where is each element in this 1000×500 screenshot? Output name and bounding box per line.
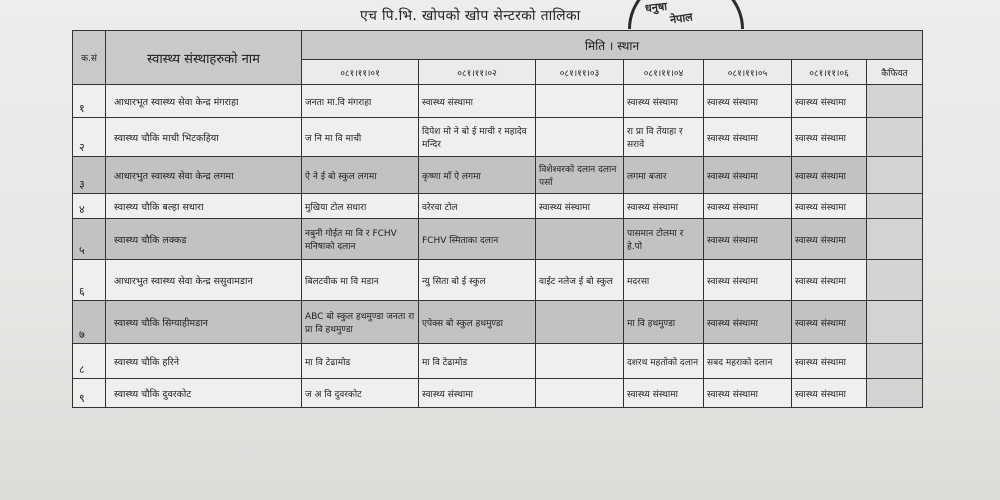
row-institution: स्वास्थ्य चौकि दुवरकोट — [106, 379, 302, 408]
row-cell: पासमान टोलमा र हे.पो — [624, 219, 704, 260]
row-cell: दिपेश मो ने बो ई माची र महादेव मन्दिर — [419, 118, 536, 157]
header-date: ०८१।११।०३ — [536, 60, 624, 85]
row-cell: नबुनी गोईत मा वि र FCHV मनिषाको दलान — [302, 219, 419, 260]
table-row — [73, 157, 923, 194]
row-cell: स्वास्थ्य संस्थामा — [792, 379, 867, 408]
row-remarks — [867, 344, 923, 379]
row-remarks — [867, 219, 923, 260]
stamp-text-line2: नेपाल — [669, 10, 694, 27]
row-cell: स्वास्थ्य संस्थामा — [624, 85, 704, 118]
row-cell — [536, 219, 624, 260]
row-cell: स्वास्थ्य संस्थामा — [792, 157, 867, 194]
header-date: ०८१।११।०२ — [419, 60, 536, 85]
row-cell: मा वि टेढामोड — [302, 344, 419, 379]
row-cell: स्वास्थ्य संस्थामा — [624, 194, 704, 219]
row-institution: स्वास्थ्य चौकि सिग्याहीमडान — [106, 301, 302, 344]
row-cell: स्वास्थ्य संस्थामा — [792, 344, 867, 379]
row-cell: स्वास्थ्य संस्थामा — [792, 301, 867, 344]
row-remarks — [867, 194, 923, 219]
row-cell: स्वास्थ्य संस्थामा — [792, 194, 867, 219]
header-serial-number: क.सं — [73, 31, 106, 85]
row-serial: २ — [73, 118, 106, 157]
row-institution: स्वास्थ्य चौकि लक्कड — [106, 219, 302, 260]
row-remarks — [867, 157, 923, 194]
row-cell: स्वास्थ्य संस्थामा — [704, 157, 792, 194]
row-institution: आधारभुत स्वास्थ्य सेवा केन्द्र ससुवामडान — [106, 260, 302, 301]
row-cell: स्वास्थ्य संस्थामा — [624, 379, 704, 408]
row-institution: स्वास्थ्य चौकि हरिने — [106, 344, 302, 379]
row-cell: स्वास्थ्य संस्थामा — [792, 118, 867, 157]
row-cell: ऐ ने ई बो स्कुल लगमा — [302, 157, 419, 194]
row-cell: वरेरवा टोल — [419, 194, 536, 219]
row-cell: मा वि टेढामोड — [419, 344, 536, 379]
header-remarks: कैफियत — [867, 60, 923, 85]
table-row — [73, 219, 923, 260]
row-cell: स्वास्थ्य संस्थामा — [704, 379, 792, 408]
document-title: एच पि.भि. खोपको खोप सेन्टरको तालिका — [360, 8, 581, 24]
row-cell: लगमा बजार — [624, 157, 704, 194]
header-date-place: मिति । स्थान — [302, 31, 923, 60]
header-date: ०८१।११।०६ — [792, 60, 867, 85]
row-cell: रा प्रा वि तेंयाहा र सरावे — [624, 118, 704, 157]
row-cell: स्वास्थ्य संस्थामा — [704, 194, 792, 219]
header-date: ०८१।११।०४ — [624, 60, 704, 85]
header-date: ०८१।११।०१ — [302, 60, 419, 85]
row-institution: आधारभूत स्वास्थ्य सेवा केन्द्र मंगराहा — [106, 85, 302, 118]
row-cell: ज अ वि दुवरकोट — [302, 379, 419, 408]
row-cell: स्वास्थ्य संस्थामा — [704, 301, 792, 344]
row-cell: एपेक्स बो स्कुल हथमुण्डा — [419, 301, 536, 344]
table-row — [73, 344, 923, 379]
row-institution: स्वास्थ्य चौकि बल्हा सधारा — [106, 194, 302, 219]
row-serial: ३ — [73, 157, 106, 194]
row-cell: बिलटवीक मा वि मडान — [302, 260, 419, 301]
row-remarks — [867, 85, 923, 118]
row-cell: मदरसा — [624, 260, 704, 301]
row-remarks — [867, 301, 923, 344]
row-cell: मुखिया टोल सधारा — [302, 194, 419, 219]
row-remarks — [867, 379, 923, 408]
row-cell: FCHV स्मिताका दलान — [419, 219, 536, 260]
stamp-text-line1: धनुषा — [644, 0, 668, 16]
row-cell: स्वास्थ्य संस्थामा — [792, 219, 867, 260]
row-cell: कृष्णा माँ ऐ लगमा — [419, 157, 536, 194]
row-institution: आधारभुत स्वास्थ्य सेवा केन्द्र लगमा — [106, 157, 302, 194]
vaccination-center-table — [72, 30, 923, 408]
row-serial: ६ — [73, 260, 106, 301]
row-cell: स्वास्थ्य संस्थामा — [704, 118, 792, 157]
row-serial: ७ — [73, 301, 106, 344]
row-serial: ९ — [73, 379, 106, 408]
header-date: ०८१।११।०५ — [704, 60, 792, 85]
row-cell: स्वास्थ्य संस्थामा — [419, 379, 536, 408]
row-cell: ज नि मा वि माची — [302, 118, 419, 157]
row-cell: दशरथ महतोको दलान — [624, 344, 704, 379]
table-row — [73, 194, 923, 219]
table-row — [73, 85, 923, 118]
table-row — [73, 301, 923, 344]
row-cell: विशेश्वरको दलान दलान पर्सा — [536, 157, 624, 194]
row-cell: स्वास्थ्य संस्थामा — [792, 85, 867, 118]
row-cell: न्यु सिता बो ई स्कुल — [419, 260, 536, 301]
row-cell — [536, 379, 624, 408]
header-institution-name: स्वास्थ्य संस्थाहरुको नाम — [106, 31, 302, 85]
row-cell — [536, 85, 624, 118]
row-cell: स्वास्थ्य संस्थामा — [704, 219, 792, 260]
row-cell: स्वास्थ्य संस्थामा — [704, 260, 792, 301]
row-serial: ४ — [73, 194, 106, 219]
row-cell: सबद महराको दलान — [704, 344, 792, 379]
row-cell: ABC बो स्कुल हथमुण्डा जनता रा प्रा वि हथमुण्डा — [302, 301, 419, 344]
row-cell: स्वास्थ्य संस्थामा — [792, 260, 867, 301]
row-remarks — [867, 118, 923, 157]
row-cell — [536, 344, 624, 379]
row-cell: स्वास्थ्य संस्थामा — [704, 85, 792, 118]
row-cell — [536, 301, 624, 344]
row-cell: स्वास्थ्य संस्थामा — [419, 85, 536, 118]
row-institution: स्वास्थ्य चौकि माची भिटकहिया — [106, 118, 302, 157]
table-row — [73, 260, 923, 301]
row-serial: ५ — [73, 219, 106, 260]
row-cell: वाईट नलेज ई बो स्कुल — [536, 260, 624, 301]
header-row-1 — [73, 31, 923, 60]
row-serial: १ — [73, 85, 106, 118]
row-cell: जनता मा.वि मंगराहा — [302, 85, 419, 118]
row-cell: मा वि हथमुण्डा — [624, 301, 704, 344]
table-row — [73, 379, 923, 408]
row-serial: ८ — [73, 344, 106, 379]
row-remarks — [867, 260, 923, 301]
table-row — [73, 118, 923, 157]
row-cell — [536, 118, 624, 157]
row-cell: स्वास्थ्य संस्थामा — [536, 194, 624, 219]
